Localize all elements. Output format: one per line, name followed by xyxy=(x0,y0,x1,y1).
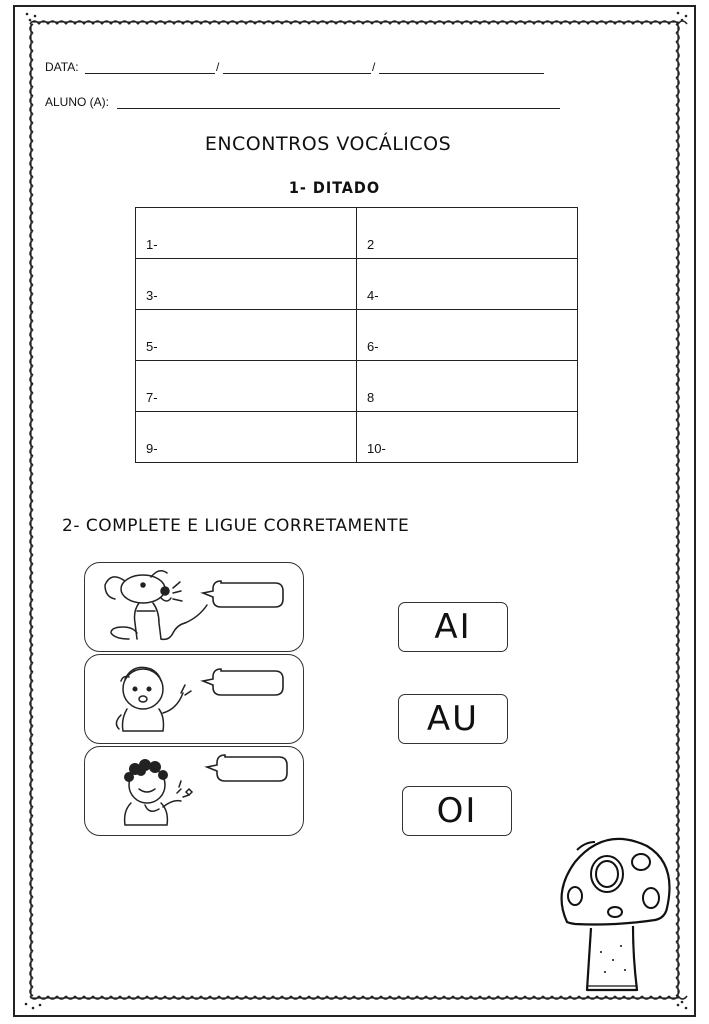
table-cell[interactable]: 7- xyxy=(136,361,357,412)
picture-card-dog[interactable] xyxy=(84,562,304,652)
syllable-box-ai[interactable]: AI xyxy=(398,602,508,652)
picture-card-child[interactable] xyxy=(84,746,304,836)
section2-title: 2- COMPLETE E LIGUE CORRETAMENTE xyxy=(62,516,410,536)
table-row xyxy=(136,259,578,310)
table-cell[interactable]: 10- xyxy=(357,412,578,463)
table-cell[interactable]: 6- xyxy=(357,310,578,361)
table-cell[interactable]: 2 xyxy=(357,208,578,259)
student-field[interactable] xyxy=(45,95,109,109)
student-name-line xyxy=(117,108,560,109)
table-cell[interactable]: 4- xyxy=(357,259,578,310)
table-row xyxy=(136,310,578,361)
picture-card-baby[interactable] xyxy=(84,654,304,744)
date-day-line xyxy=(85,73,215,74)
table-cell[interactable]: 9- xyxy=(136,412,357,463)
mushroom-icon xyxy=(555,832,675,1002)
table-row xyxy=(136,361,578,412)
table-cell[interactable]: 1- xyxy=(136,208,357,259)
baby-crying-icon xyxy=(85,655,305,745)
table-cell[interactable]: 3- xyxy=(136,259,357,310)
date-year-line xyxy=(379,73,544,74)
date-month-line xyxy=(223,73,371,74)
syllable-box-oi[interactable]: OI xyxy=(402,786,512,836)
date-field[interactable] xyxy=(45,60,79,74)
date-slash: / xyxy=(372,60,376,74)
dog-barking-icon xyxy=(85,563,305,653)
table-cell[interactable]: 5- xyxy=(136,310,357,361)
section1-title: 1- DITADO xyxy=(288,178,381,197)
table-row xyxy=(136,412,578,463)
table-row xyxy=(136,208,578,259)
syllable-box-au[interactable]: AU xyxy=(398,694,508,744)
date-label: DATA: xyxy=(45,60,79,74)
date-slash: / xyxy=(216,60,220,74)
table-cell[interactable]: 8 xyxy=(357,361,578,412)
child-sneezing-icon xyxy=(85,747,305,837)
page-title: ENCONTROS VOCÁLICOS xyxy=(204,133,452,155)
dictation-table xyxy=(135,207,578,463)
student-label: ALUNO (A): xyxy=(45,95,110,109)
